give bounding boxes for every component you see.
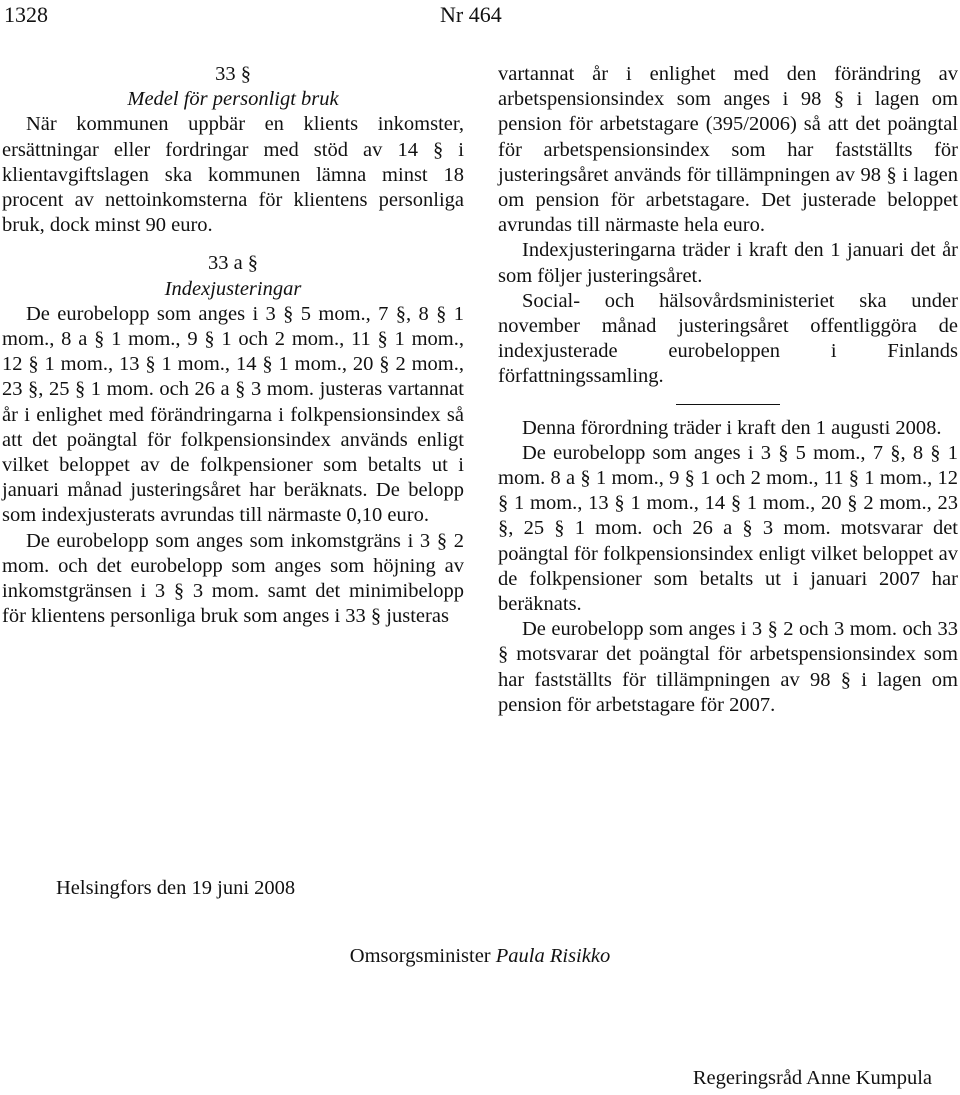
page-header	[0, 2, 960, 30]
section-divider	[676, 404, 780, 405]
section-33a-paragraph-2: De eurobelopp som anges som inkomstgräns i 3 § 2 mom. och det eurobelopp som anges som höjning av inkomstgränsen i 3 § 3 mom. samt det minimibelopp för klientens personliga bruk som anges i 33 § justeras	[2, 529, 464, 628]
section-33a-paragraph-1: De eurobelopp som anges i 3 § 5 mom., 7 §, 8 § 1 mom., 8 a § 1 mom., 9 § 1 och 2 mom., 11 § 1 mom., 12 § 1 mom., 13 § 1 mom., 14 § 1 mom., 20 § 2 mom., 23 §, 25 § 1 mom. och 26 a § 3 mom. justeras vartannat år i enlighet med förändringarna i folkpensionsindex så att det poängtal för folkpensionsindex används enligt vilket beloppet av de folkpensioner som betalts ut i januari månad justeringsåret har beräknats. De belopp som indexjusterats avrundas till närmaste 0,10 euro.	[2, 302, 464, 527]
entry-into-force-paragraph: Denna förordning träder i kraft den 1 augusti 2008.	[522, 416, 942, 439]
minister-title: Omsorgsminister	[349, 945, 491, 967]
section-33-text: När kommunen uppbär en klients inkomster, ersättningar eller fordringar med stöd av 14 § i klientavgiftslagen ska kommunen lämna minst 18 procent av nettoinkomsterna för klientens personliga bruk, dock minst 90 euro.	[2, 113, 464, 237]
transition-paragraph-2: De eurobelopp som anges i 3 § 2 och 3 mom. och 33 § motsvarar det poängtal för arbetspensionsindex som har fastställts för tillämpningen av 98 § i lagen om pension för arbetstagare för 2007.	[498, 618, 958, 716]
official-signature: Regeringsråd Anne Kumpula	[692, 1067, 932, 1089]
left-column	[2, 62, 464, 629]
minister-name: Paula Risikko	[495, 945, 611, 967]
place-date: Helsingfors den 19 juni 2008	[56, 877, 296, 899]
document-number: Nr 464	[440, 2, 502, 27]
section-33a-paragraph-3: Indexjusteringarna träder i kraft den 1 januari det år som följer justeringsåret.	[498, 239, 958, 287]
transition-paragraph-1: De eurobelopp som anges i 3 § 5 mom., 7 §, 8 § 1 mom. 8 a § 1 mom., 9 § 1 och 2 mom., 11 § 1 mom., 12 § 1 mom., 13 § 1 mom., 14 § 1 mom., 20 § 2 mom., 23 §, 25 § 1 mom. och 26 a § 3 mom. motsvarar det poängtal för folkpensionsindex enligt vilket beloppet av de folkpensioner som betalts ut i januari 2007 har beräknats.	[498, 441, 958, 616]
section-33-number: 33 §	[215, 63, 251, 85]
right-column	[498, 62, 958, 718]
section-33-title: Medel för personligt bruk	[127, 88, 339, 111]
section-33a-continuation: vartannat år i enlighet med den förändring av arbetspensionsindex som anges i 98 § i lagen om pension för arbetstagare (395/2006) så att det poängtal för arbetspensionsindex som har fastställts för justeringsåret används för tillämpningen av 98 § i lagen om pension för arbetstagare. Det justerade beloppet avrundas till närmaste hela euro.	[498, 63, 958, 237]
section-33a-paragraph-4: Social- och hälsovårdsministeriet ska under november månad justeringsåret offentliggöra de indexjusterade eurobeloppen i Finlands författningssamling.	[498, 289, 958, 388]
section-33a-number: 33 a §	[207, 252, 259, 275]
page-number: 1328	[4, 2, 48, 27]
section-33a-title: Indexjusteringar	[164, 277, 302, 300]
minister-signature	[0, 944, 960, 969]
